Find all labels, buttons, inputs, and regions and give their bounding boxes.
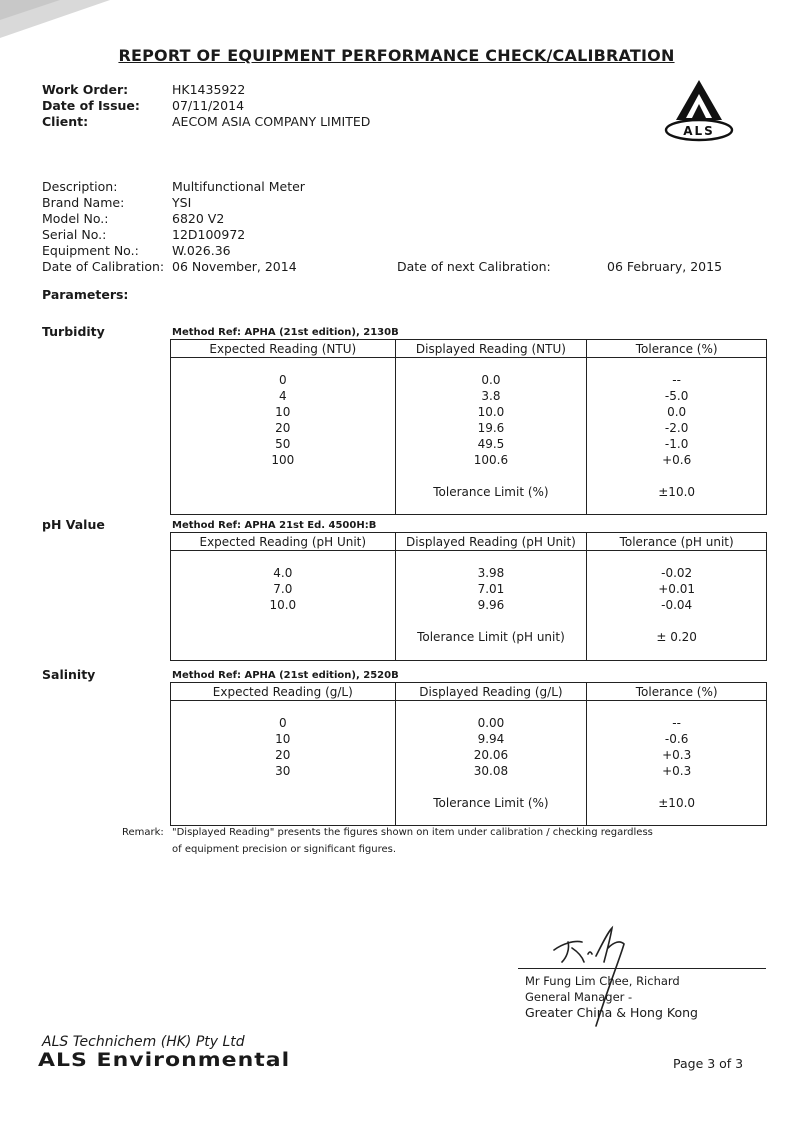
table-cell: 20 (275, 421, 291, 435)
model-value: 6820 V2 (172, 211, 225, 226)
table-cell: +0.01 (658, 582, 696, 596)
salinity-tolerance-limit-label: Tolerance Limit (%) (433, 796, 549, 810)
table-cell: +0.6 (662, 453, 692, 467)
table-cell: 0 (278, 373, 287, 387)
calibration-date-label: Date of Calibration: (42, 259, 165, 274)
turbidity-method-ref: Method Ref: APHA (21st edition), 2130B (172, 327, 399, 338)
turbidity-header-displayed: Displayed Reading (NTU) (395, 340, 587, 358)
ph-displayed-column (395, 551, 587, 661)
table-cell: 100 (271, 453, 295, 467)
table-cell: 7.0 (273, 582, 293, 596)
table-cell: 100.6 (473, 453, 509, 467)
table-cell: 0.0 (481, 373, 501, 387)
als-logo-icon (662, 78, 736, 144)
salinity-header-tolerance: Tolerance (%) (587, 683, 767, 701)
table-cell: 4.0 (273, 566, 293, 580)
signature-line (518, 968, 766, 969)
remark-line-1: "Displayed Reading" presents the figures shown on item under calibration / checking regardless (172, 827, 653, 838)
remark-label: Remark: (122, 827, 164, 838)
table-cell: 9.94 (477, 732, 505, 746)
signatory-region: Greater China & Hong Kong (525, 1005, 698, 1020)
brand-value: YSI (172, 195, 192, 210)
salinity-section-title: Salinity (42, 667, 96, 682)
ph-tolerance-limit-label: Tolerance Limit (pH unit) (417, 630, 565, 644)
parameters-label: Parameters: (42, 287, 129, 302)
salinity-expected-column (171, 701, 396, 826)
table-cell: 50 (275, 437, 291, 451)
turbidity-header-tolerance: Tolerance (%) (587, 340, 767, 358)
turbidity-expected-column (171, 358, 396, 515)
ph-method-ref: Method Ref: APHA 21st Ed. 4500H:B (172, 520, 377, 531)
date-of-issue-label: Date of Issue: (42, 98, 140, 113)
equipment-no-label: Equipment No.: (42, 243, 139, 258)
serial-value: 12D100972 (172, 227, 246, 242)
description-label: Description: (42, 179, 118, 194)
table-cell: 4 (278, 389, 287, 403)
table-cell: -- (672, 716, 681, 730)
table-cell: 20 (275, 748, 291, 762)
table-cell: +0.3 (662, 748, 692, 762)
serial-label: Serial No.: (42, 227, 107, 242)
table-cell: +0.3 (662, 764, 692, 778)
table-cell: 9.96 (477, 598, 505, 612)
ph-tolerance-column (587, 551, 767, 661)
turbidity-tolerance-limit-value: ±10.0 (658, 485, 696, 499)
table-cell: 0.00 (477, 716, 505, 730)
turbidity-tolerance-column (587, 358, 767, 515)
salinity-tolerance-limit-value: ±10.0 (658, 796, 696, 810)
work-order-label: Work Order: (42, 82, 129, 97)
client-value: AECOM ASIA COMPANY LIMITED (172, 114, 371, 129)
als-logo-text: ALS (683, 124, 715, 138)
description-value: Multifunctional Meter (172, 179, 305, 194)
table-cell: 30 (275, 764, 291, 778)
footer-company-name: ALS Technichem (HK) Pty Ltd (42, 1034, 245, 1050)
page-number: Page 3 of 3 (673, 1056, 744, 1071)
table-cell: 7.01 (477, 582, 505, 596)
footer-brand-name: ALS Environmental (38, 1050, 291, 1072)
next-calibration-label: Date of next Calibration: (397, 259, 551, 274)
table-cell: 10.0 (477, 405, 505, 419)
ph-section-title: pH Value (42, 517, 105, 532)
brand-label: Brand Name: (42, 195, 125, 210)
date-of-issue-value: 07/11/2014 (172, 98, 245, 113)
table-cell: -5.0 (664, 389, 689, 403)
next-calibration-value: 06 February, 2015 (607, 259, 723, 274)
table-cell: 10 (275, 732, 291, 746)
salinity-method-ref: Method Ref: APHA (21st edition), 2520B (172, 670, 399, 681)
table-cell: 49.5 (477, 437, 505, 451)
salinity-table (170, 682, 767, 826)
table-cell: -2.0 (664, 421, 689, 435)
salinity-header-displayed: Displayed Reading (g/L) (395, 683, 587, 701)
ph-header-expected: Expected Reading (pH Unit) (171, 533, 396, 551)
ph-header-tolerance: Tolerance (pH unit) (587, 533, 767, 551)
table-cell: 10 (275, 405, 291, 419)
table-cell: -- (672, 373, 681, 387)
table-cell: -0.6 (664, 732, 689, 746)
scan-corner-shadow (0, 0, 110, 40)
table-cell: 3.98 (477, 566, 505, 580)
table-cell: -0.02 (661, 566, 693, 580)
ph-tolerance-limit-value: ± 0.20 (656, 630, 697, 644)
table-cell: 0.0 (667, 405, 687, 419)
equipment-no-value: W.026.36 (172, 243, 231, 258)
model-label: Model No.: (42, 211, 109, 226)
signatory-name: Mr Fung Lim Chee, Richard (525, 974, 680, 988)
ph-table (170, 532, 767, 661)
report-title: REPORT OF EQUIPMENT PERFORMANCE CHECK/CALIBRATION (118, 46, 675, 65)
table-cell: 0 (278, 716, 287, 730)
remark-line-2: of equipment precision or significant figures. (172, 844, 397, 855)
signatory-title: General Manager - (525, 990, 633, 1004)
salinity-header-expected: Expected Reading (g/L) (171, 683, 396, 701)
salinity-tolerance-column (587, 701, 767, 826)
work-order-value: HK1435922 (172, 82, 246, 97)
table-cell: -1.0 (664, 437, 689, 451)
table-cell: -0.04 (661, 598, 693, 612)
table-cell: 19.6 (477, 421, 505, 435)
table-cell: 20.06 (473, 748, 509, 762)
client-label: Client: (42, 114, 89, 129)
table-cell: 10.0 (269, 598, 297, 612)
table-cell: 30.08 (473, 764, 509, 778)
turbidity-section-title: Turbidity (42, 324, 105, 339)
table-cell: 3.8 (481, 389, 501, 403)
turbidity-table (170, 339, 767, 515)
turbidity-header-expected: Expected Reading (NTU) (171, 340, 396, 358)
turbidity-displayed-column (395, 358, 587, 515)
ph-expected-column (171, 551, 396, 661)
turbidity-tolerance-limit-label: Tolerance Limit (%) (433, 485, 549, 499)
calibration-date-value: 06 November, 2014 (172, 259, 297, 274)
salinity-displayed-column (395, 701, 587, 826)
ph-header-displayed: Displayed Reading (pH Unit) (395, 533, 587, 551)
